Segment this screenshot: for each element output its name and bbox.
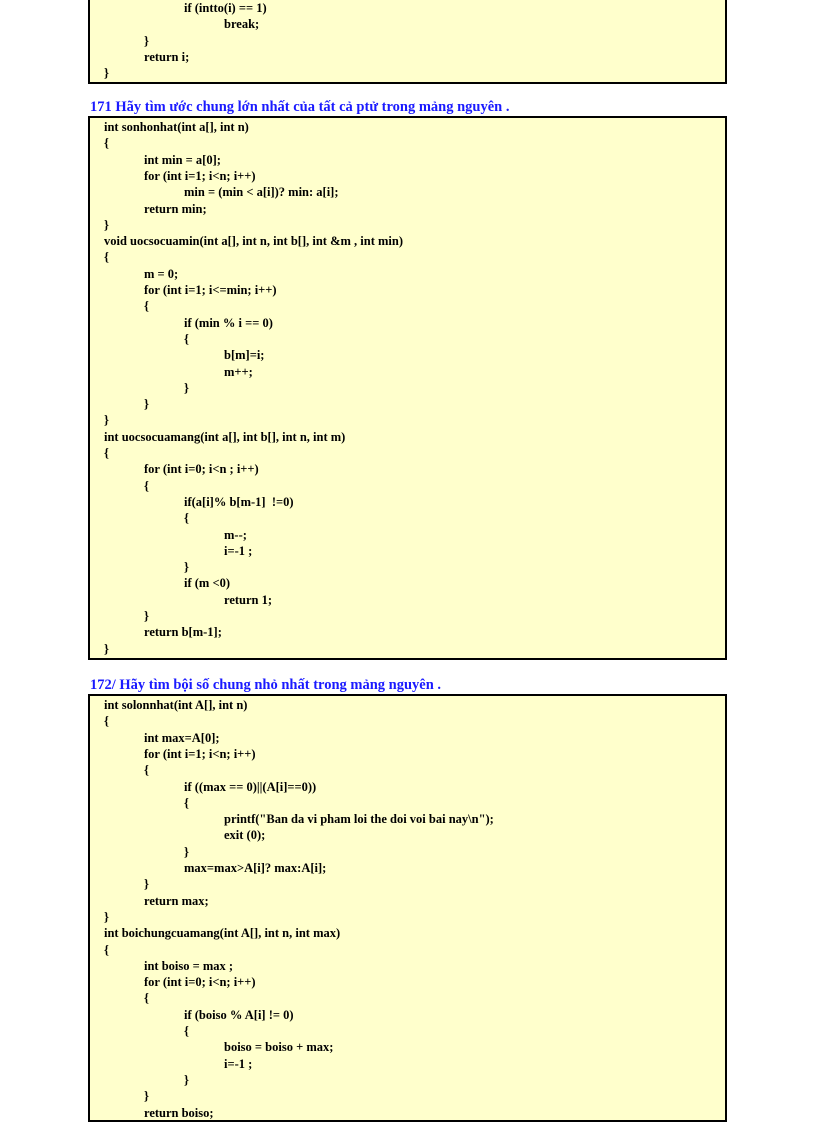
code-line: {	[184, 511, 189, 526]
code-line: }	[144, 877, 149, 892]
heading-172: 172/ Hãy tìm bội số chung nhỏ nhất trong mảng nguyên .	[90, 677, 442, 693]
code-line: {	[184, 795, 189, 810]
code-line: return i;	[144, 49, 190, 64]
code-line: if (boiso % A[i] != 0)	[184, 1007, 294, 1022]
code-box-172	[88, 694, 727, 1122]
code-line: {	[104, 942, 109, 957]
code-line: }	[184, 844, 189, 859]
code-line: int sonhonhat(int a[], int n)	[104, 120, 249, 134]
code-line: }	[184, 1072, 189, 1087]
code-line: printf("Ban da vi pham loi the doi voi bai nay\n");	[224, 812, 494, 827]
code-line: for (int i=0; i<n ; i++)	[144, 462, 259, 477]
code-line: for (int i=1; i<n; i++)	[144, 746, 256, 761]
code-line: }	[104, 217, 109, 232]
code-line: }	[104, 413, 109, 428]
code-line: int boichungcuamang(int A[], int n, int max)	[104, 926, 341, 941]
code-line: b[m]=i;	[224, 348, 265, 363]
code-line: if ((max == 0)||(A[i]==0))	[184, 779, 317, 794]
code-line: {	[144, 299, 149, 314]
code-line: }	[144, 397, 149, 412]
code-line: m--;	[224, 527, 247, 542]
code-line: }	[184, 380, 189, 395]
code-line: }	[144, 609, 149, 623]
code-line: min = (min < a[i])? min: a[i];	[184, 185, 339, 200]
code-line: return b[m-1];	[144, 625, 222, 640]
code-line: m++;	[224, 364, 253, 379]
code-line: }	[184, 560, 189, 575]
code-line: return 1;	[224, 592, 273, 607]
code-line: }	[104, 66, 109, 81]
code-line: }	[144, 33, 149, 48]
code-line: int solonnhat(int A[], int n)	[104, 698, 248, 712]
code-line: }	[104, 909, 109, 924]
code-line: if (min % i == 0)	[184, 315, 273, 330]
code-line: exit (0);	[224, 828, 266, 843]
code-line: {	[184, 1024, 189, 1038]
code-line: {	[144, 991, 149, 1006]
code-line: {	[184, 331, 189, 346]
code-line: if (m <0)	[184, 576, 230, 591]
code-box-171	[88, 116, 727, 660]
code-line: {	[104, 714, 109, 729]
code-line: max=max>A[i]? max:A[i];	[184, 861, 327, 875]
code-line: int max=A[0];	[144, 730, 220, 745]
code-line: int boiso = max ;	[144, 958, 234, 973]
code-line: return min;	[144, 201, 207, 216]
code-line: }	[144, 1089, 149, 1104]
code-line: break;	[224, 17, 260, 32]
code-line: boiso = boiso + max;	[224, 1040, 334, 1055]
code-line: void uocsocuamin(int a[], int n, int b[], int &m , int min)	[104, 234, 403, 249]
code-line: m = 0;	[144, 266, 179, 281]
code-line: i=-1 ;	[224, 543, 253, 558]
code-line: if (intto(i) == 1)	[184, 1, 267, 15]
code-line: return max;	[144, 893, 209, 908]
heading-171: 171 Hãy tìm ước chung lớn nhất của tất cả ptử trong mảng nguyên .	[90, 99, 510, 115]
code-line: {	[144, 478, 149, 493]
code-line: i=-1 ;	[224, 1056, 253, 1071]
code-line: {	[144, 763, 149, 778]
code-line: {	[104, 250, 109, 265]
code-line: return boiso;	[144, 1105, 214, 1120]
code-line: for (int i=1; i<n; i++)	[144, 168, 256, 183]
code-line: for (int i=0; i<n; i++)	[144, 975, 256, 990]
code-line: int min = a[0];	[144, 152, 221, 167]
code-line: if(a[i]% b[m-1] !=0)	[184, 494, 294, 509]
code-line: for (int i=1; i<=min; i++)	[144, 283, 277, 297]
code-line: {	[104, 446, 109, 460]
code-box-top	[88, 0, 727, 84]
code-line: int uocsocuamang(int a[], int b[], int n, int m)	[104, 429, 346, 444]
code-line: }	[104, 641, 109, 656]
code-line: {	[104, 136, 109, 151]
